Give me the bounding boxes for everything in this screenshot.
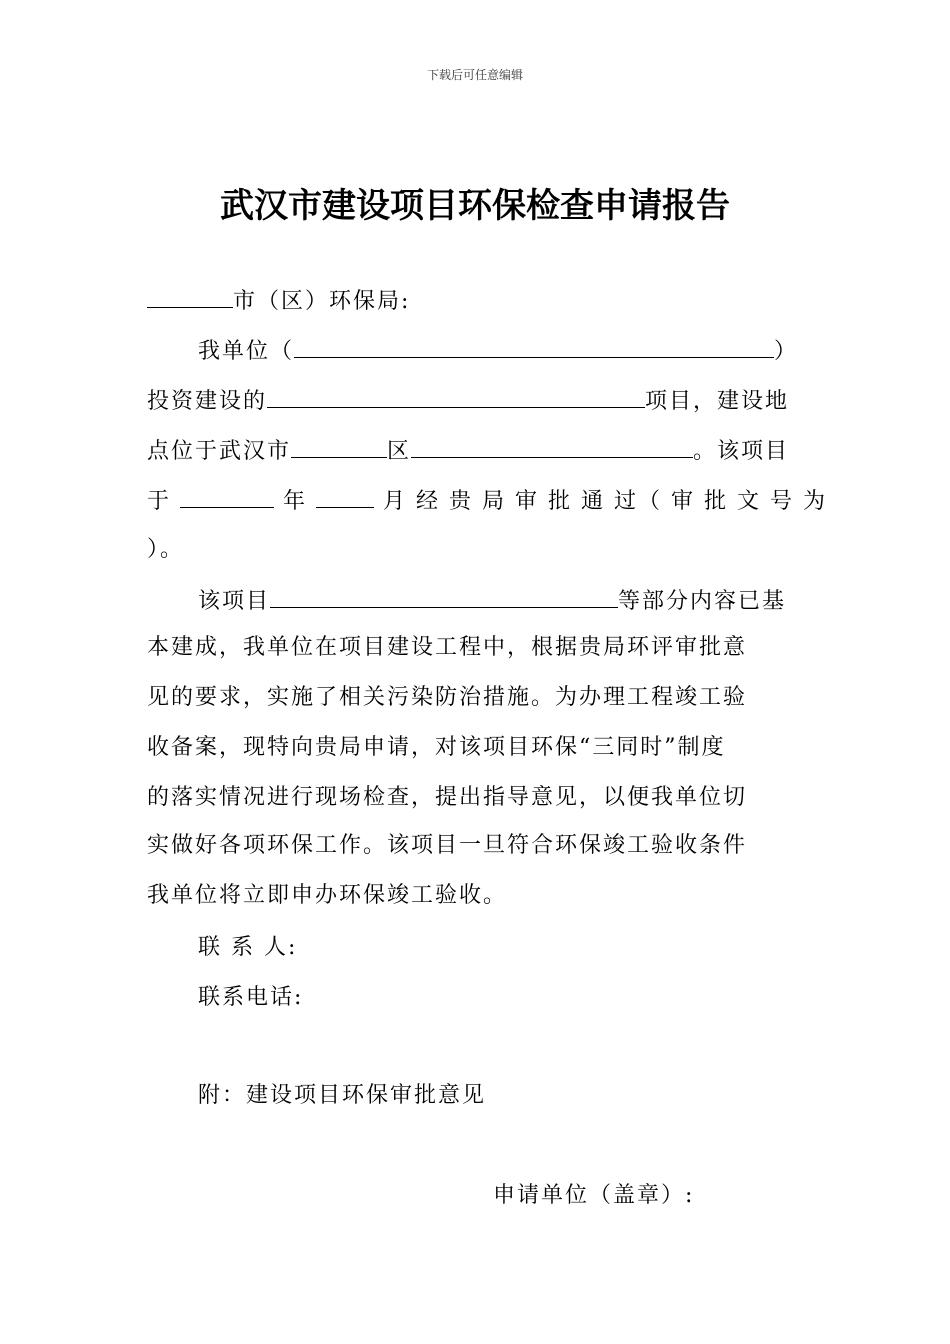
text-segment: 该项目 [198, 589, 271, 614]
applicant-signature-label: 申请单位（盖章）: [493, 1183, 695, 1208]
para1-line5: ）。 [147, 537, 185, 562]
para2-line3: 见的要求，实施了相关污染防治措施。为办理工程竣工验 [147, 685, 748, 710]
text-segment: ） [774, 339, 799, 364]
text-segment: 投资建设的 [147, 389, 268, 414]
contact-person-label: 联 系 人: [198, 935, 298, 960]
text-segment: 月 经 贵 局 审 批 通 过（ 审 批 文 号 为 [383, 489, 827, 514]
header-note: 下载后可任意编辑 [426, 68, 523, 82]
text-segment: 项目，建设地 [645, 389, 790, 414]
text-segment: 我单位（ [198, 339, 295, 364]
para2-line5: 的落实情况进行现场检查，提出指导意见，以便我单位切 [147, 785, 748, 810]
city-blank[interactable] [147, 285, 233, 308]
para2-line6: 实做好各项环保工作。该项目一旦符合环保竣工验收条件 [147, 833, 748, 858]
para1-line3 [147, 435, 807, 467]
text-segment: 。该项目 [693, 439, 790, 464]
para2-line7: 我单位将立即申办环保竣工验收。 [147, 883, 508, 908]
text-segment: 于 [147, 489, 172, 514]
text-segment: 点位于武汉市 [147, 439, 292, 464]
para1-line1 [147, 335, 807, 367]
address-blank[interactable] [411, 435, 693, 458]
addressee-suffix: 市（区）环保局: [233, 289, 411, 314]
para1-line4 [147, 485, 827, 517]
addressee-line [147, 285, 807, 317]
text-segment: 等部分内容已基 [618, 589, 787, 614]
unit-name-blank[interactable] [294, 335, 774, 358]
para2-line1 [147, 585, 807, 617]
district-blank[interactable] [291, 435, 387, 458]
project-name-blank[interactable] [267, 385, 645, 408]
year-blank[interactable] [180, 485, 274, 508]
para2-line2: 本建成，我单位在项目建设工程中，根据贵局环评审批意 [147, 635, 748, 660]
text-segment: 年 [283, 489, 308, 514]
attachment-note: 附：建设项目环保审批意见 [198, 1083, 487, 1108]
completed-content-blank[interactable] [270, 585, 618, 608]
para1-line2 [147, 385, 807, 417]
contact-phone-label: 联系电话: [198, 985, 304, 1010]
document-title: 武汉市建设项目环保检查申请报告 [220, 186, 730, 226]
month-blank[interactable] [316, 485, 374, 508]
text-segment: 区 [387, 439, 412, 464]
para2-line4: 收备案，现特向贵局申请，对该项目环保“三同时”制度 [147, 735, 726, 760]
